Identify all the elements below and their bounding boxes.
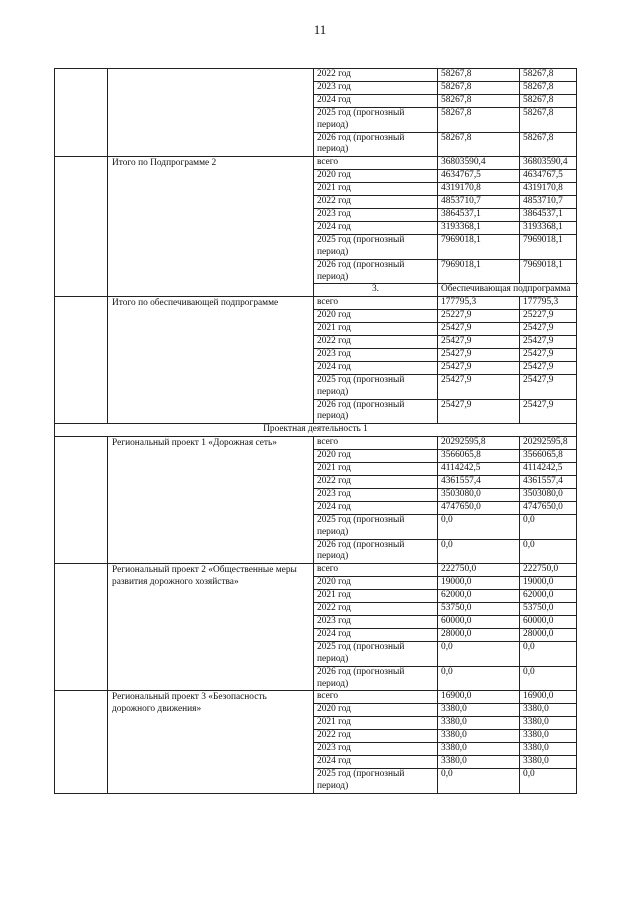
budget-table — [54, 68, 577, 794]
period-cell: 2022 год — [314, 476, 438, 489]
period-cell: 2025 год (прогнозный период) — [314, 107, 438, 132]
total-value-cell: 4634767,5 — [438, 170, 520, 183]
budget-value-cell: 4319170,8 — [520, 183, 577, 196]
total-value-cell: 0,0 — [438, 539, 520, 564]
total-value-cell: 0,0 — [438, 514, 520, 539]
total-value-cell: 19000,0 — [438, 577, 520, 590]
total-value-cell: 0,0 — [438, 666, 520, 691]
budget-value-cell: 58267,8 — [520, 81, 577, 94]
total-value-cell: 0,0 — [438, 768, 520, 793]
budget-value-cell: 20292595,8 — [520, 437, 577, 450]
period-cell: 2023 год — [314, 743, 438, 756]
total-value-cell: 28000,0 — [438, 628, 520, 641]
period-cell: всего — [314, 691, 438, 704]
budget-value-cell: 4114242,5 — [520, 463, 577, 476]
period-cell: 2022 год — [314, 730, 438, 743]
total-value-cell: 25227,9 — [438, 310, 520, 323]
period-cell: 2021 год — [314, 717, 438, 730]
period-cell: 2024 год — [314, 94, 438, 107]
period-cell: 2024 год — [314, 501, 438, 514]
table-row — [55, 157, 577, 170]
budget-value-cell: 4747650,0 — [520, 501, 577, 514]
total-value-cell: 222750,0 — [438, 564, 520, 577]
total-value-cell: 25427,9 — [438, 348, 520, 361]
row-number-cell: 3. — [314, 284, 438, 297]
budget-value-cell: 7969018,1 — [520, 234, 577, 259]
total-value-cell: 58267,8 — [438, 81, 520, 94]
budget-value-cell: 4634767,5 — [520, 170, 577, 183]
budget-value-cell: 0,0 — [520, 768, 577, 793]
period-cell: 2023 год — [314, 488, 438, 501]
budget-value-cell: 3380,0 — [520, 704, 577, 717]
budget-value-cell: 3864537,1 — [520, 208, 577, 221]
total-value-cell: 7969018,1 — [438, 234, 520, 259]
budget-value-cell: 0,0 — [520, 641, 577, 666]
budget-value-cell: 3380,0 — [520, 730, 577, 743]
table-row — [55, 424, 577, 437]
period-cell: 2026 год (прогнозный период) — [314, 666, 438, 691]
period-cell: всего — [314, 437, 438, 450]
table-row — [55, 437, 577, 450]
budget-value-cell: 25427,9 — [520, 336, 577, 349]
total-value-cell: 58267,8 — [438, 94, 520, 107]
total-value-cell: 4114242,5 — [438, 463, 520, 476]
budget-value-cell: 0,0 — [520, 666, 577, 691]
period-cell: 2025 год (прогнозный период) — [314, 641, 438, 666]
period-cell: 2021 год — [314, 323, 438, 336]
item-label-cell — [108, 69, 314, 157]
budget-value-cell: 3380,0 — [520, 717, 577, 730]
total-value-cell: 3864537,1 — [438, 208, 520, 221]
table-row — [55, 297, 577, 310]
period-cell: 2026 год (прогнозный период) — [314, 259, 438, 284]
period-cell: 2022 год — [314, 336, 438, 349]
budget-value-cell: 19000,0 — [520, 577, 577, 590]
budget-value-cell: 58267,8 — [520, 69, 577, 82]
total-value-cell: 3380,0 — [438, 743, 520, 756]
total-value-cell: 25427,9 — [438, 323, 520, 336]
budget-value-cell: 58267,8 — [520, 94, 577, 107]
period-cell: 2022 год — [314, 196, 438, 209]
period-cell: всего — [314, 157, 438, 170]
period-cell: всего — [314, 297, 438, 310]
period-cell: 2022 год — [314, 603, 438, 616]
budget-value-cell: 53750,0 — [520, 603, 577, 616]
number-cell — [55, 564, 108, 691]
total-value-cell: 36803590,4 — [438, 157, 520, 170]
budget-value-cell: 58267,8 — [520, 132, 577, 157]
period-cell: 2020 год — [314, 170, 438, 183]
budget-value-cell: 25427,9 — [520, 348, 577, 361]
total-value-cell: 25427,9 — [438, 361, 520, 374]
period-cell: 2023 год — [314, 615, 438, 628]
period-cell: 2021 год — [314, 463, 438, 476]
period-cell: 2023 год — [314, 208, 438, 221]
budget-value-cell: 58267,8 — [520, 107, 577, 132]
budget-value-cell: 62000,0 — [520, 590, 577, 603]
budget-value-cell: 36803590,4 — [520, 157, 577, 170]
period-cell: 2024 год — [314, 221, 438, 234]
budget-value-cell: 0,0 — [520, 539, 577, 564]
period-cell: 2026 год (прогнозный период) — [314, 539, 438, 564]
total-value-cell: 0,0 — [438, 641, 520, 666]
period-cell: 2020 год — [314, 310, 438, 323]
total-value-cell: 53750,0 — [438, 603, 520, 616]
total-value-cell: 25427,9 — [438, 336, 520, 349]
table-row — [55, 564, 577, 577]
budget-value-cell: 16900,0 — [520, 691, 577, 704]
period-cell: 2024 год — [314, 755, 438, 768]
total-value-cell: 3566065,8 — [438, 450, 520, 463]
period-cell: 2023 год — [314, 348, 438, 361]
period-cell: 2022 год — [314, 69, 438, 82]
period-cell: 2021 год — [314, 183, 438, 196]
total-value-cell: 3380,0 — [438, 755, 520, 768]
total-value-cell: 16900,0 — [438, 691, 520, 704]
period-cell: 2026 год (прогнозный период) — [314, 132, 438, 157]
total-value-cell: 58267,8 — [438, 132, 520, 157]
total-value-cell: 3380,0 — [438, 704, 520, 717]
total-value-cell: 20292595,8 — [438, 437, 520, 450]
number-cell — [55, 157, 108, 297]
total-value-cell: 3380,0 — [438, 730, 520, 743]
total-value-cell: 4361557,4 — [438, 476, 520, 489]
total-value-cell: 3380,0 — [438, 717, 520, 730]
period-cell: 2026 год (прогнозный период) — [314, 399, 438, 424]
period-cell: 2020 год — [314, 577, 438, 590]
period-cell: 2023 год — [314, 81, 438, 94]
total-value-cell: 3193368,1 — [438, 221, 520, 234]
budget-value-cell: 25427,9 — [520, 323, 577, 336]
budget-value-cell: 25427,9 — [520, 399, 577, 424]
table-row — [55, 691, 577, 704]
total-value-cell: 25427,9 — [438, 399, 520, 424]
period-cell: 2021 год — [314, 590, 438, 603]
budget-value-cell: 4361557,4 — [520, 476, 577, 489]
budget-value-cell: 60000,0 — [520, 615, 577, 628]
budget-value-cell: 25427,9 — [520, 361, 577, 374]
page-number: 11 — [313, 22, 327, 37]
total-value-cell: 3503080,0 — [438, 488, 520, 501]
item-label-cell: Итого по обеспечивающей подпрограмме — [108, 297, 314, 424]
period-cell: 2025 год (прогнозный период) — [314, 374, 438, 399]
period-cell: 2020 год — [314, 704, 438, 717]
section-title-cell: Проектная деятельность 1 — [55, 424, 577, 437]
item-label-cell: Итого по Подпрограмме 2 — [108, 157, 314, 297]
period-cell: 2024 год — [314, 628, 438, 641]
item-label-cell: Региональный проект 3 «Безопасность дорожного движения» — [108, 691, 314, 793]
budget-value-cell: 3566065,8 — [520, 450, 577, 463]
period-cell: всего — [314, 564, 438, 577]
total-value-cell: 62000,0 — [438, 590, 520, 603]
budget-value-cell: 222750,0 — [520, 564, 577, 577]
budget-value-cell: 28000,0 — [520, 628, 577, 641]
total-value-cell: 4747650,0 — [438, 501, 520, 514]
total-value-cell: 7969018,1 — [438, 259, 520, 284]
period-cell: 2025 год (прогнозный период) — [314, 514, 438, 539]
number-cell — [55, 297, 108, 424]
table-row — [55, 69, 577, 82]
number-cell — [55, 69, 108, 157]
budget-value-cell: 25427,9 — [520, 374, 577, 399]
budget-value-cell: 3193368,1 — [520, 221, 577, 234]
total-value-cell: 58267,8 — [438, 69, 520, 82]
budget-value-cell: 177795,3 — [520, 297, 577, 310]
total-value-cell: 4319170,8 — [438, 183, 520, 196]
budget-value-cell: 3380,0 — [520, 755, 577, 768]
budget-value-cell: 3503080,0 — [520, 488, 577, 501]
budget-value-cell: 25227,9 — [520, 310, 577, 323]
subprogram-title-cell: Обеспечивающая подпрограмма — [438, 284, 577, 297]
budget-value-cell: 7969018,1 — [520, 259, 577, 284]
period-cell: 2025 год (прогнозный период) — [314, 768, 438, 793]
item-label-cell: Региональный проект 1 «Дорожная сеть» — [108, 437, 314, 564]
item-label-cell: Региональный проект 2 «Общественные меры развития дорожного хозяйства» — [108, 564, 314, 691]
period-cell: 2025 год (прогнозный период) — [314, 234, 438, 259]
period-cell: 2024 год — [314, 361, 438, 374]
number-cell — [55, 437, 108, 564]
total-value-cell: 4853710,7 — [438, 196, 520, 209]
total-value-cell: 58267,8 — [438, 107, 520, 132]
budget-value-cell: 4853710,7 — [520, 196, 577, 209]
budget-value-cell: 0,0 — [520, 514, 577, 539]
period-cell: 2020 год — [314, 450, 438, 463]
total-value-cell: 25427,9 — [438, 374, 520, 399]
budget-value-cell: 3380,0 — [520, 743, 577, 756]
number-cell — [55, 691, 108, 793]
total-value-cell: 60000,0 — [438, 615, 520, 628]
total-value-cell: 177795,3 — [438, 297, 520, 310]
